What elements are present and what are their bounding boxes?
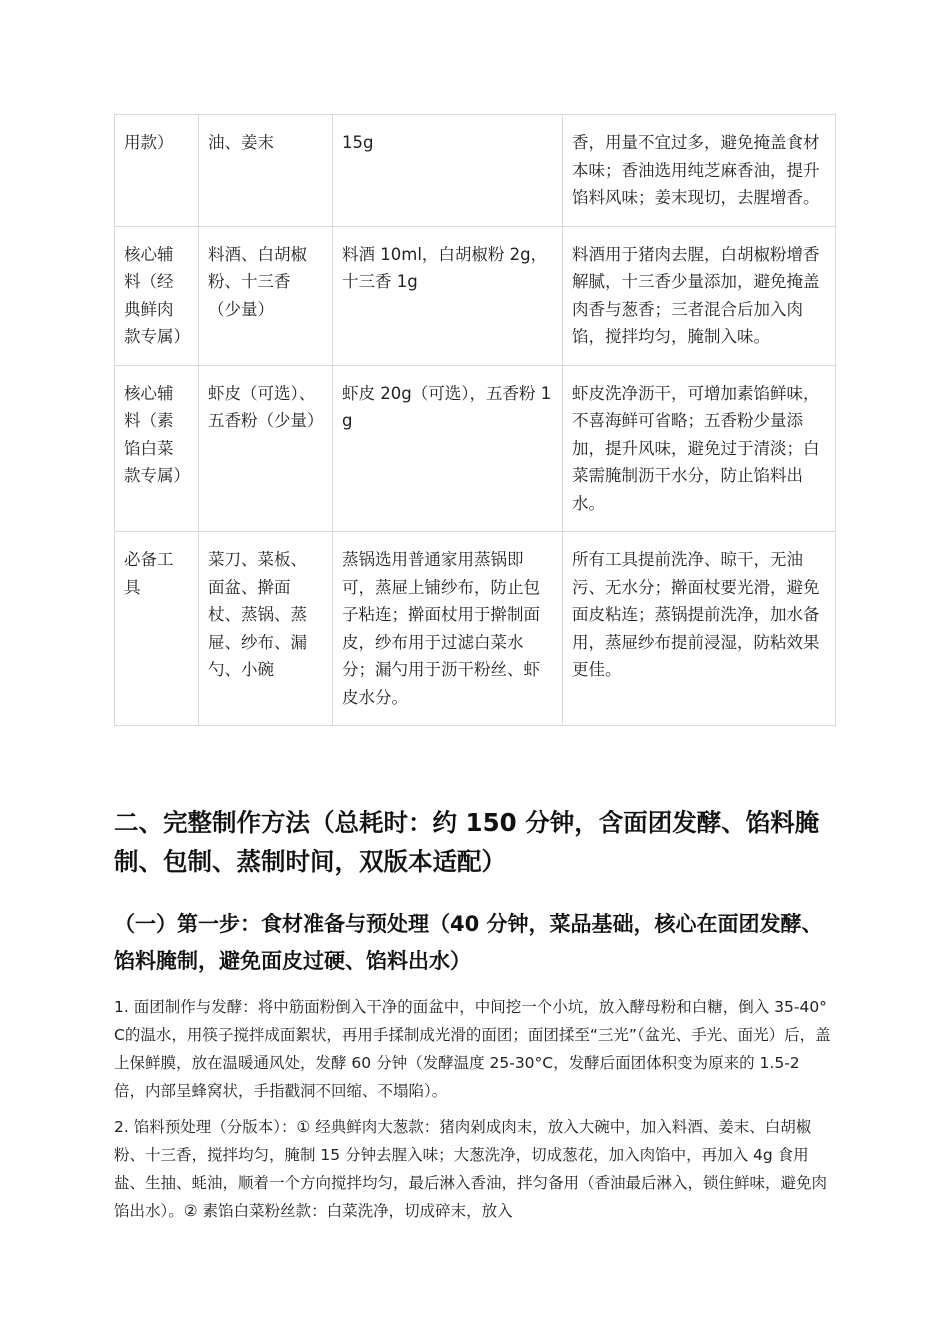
table-cell-items: 菜刀、菜板、面盆、擀面杖、蒸锅、蒸屉、纱布、漏勺、小碗 xyxy=(199,532,333,726)
table-cell-notes: 虾皮洗净沥干，可增加素馅鲜味，不喜海鲜可省略；五香粉少量添加，提升风味，避免过于清淡；白菜需腌制沥干水分，防止馅料出水。 xyxy=(563,365,836,532)
paragraph-dough: 1. 面团制作与发酵：将中筋面粉倒入干净的面盆中，中间挖一个小坑，放入酵母粉和白糖，倒入 35-40°C的温水，用筷子搅拌成面絮状，再用手揉制成光滑的面团；面团揉至“三光”（盆光、手光、面光）后，盖上保鲜膜，放在温暖通风处，发酵 60 分钟（发酵温度 25-30°C，发酵后面团体积变为原来的 1.5-2 倍，内部呈蜂窝状，手指戳洞不回缩、不塌陷）。 xyxy=(114,998,831,1100)
table-cell-category: 用款） xyxy=(115,115,199,227)
table-cell-category: 必备工具 xyxy=(115,532,199,726)
ingredients-table xyxy=(114,114,836,726)
table-cell-category: 核心辅料（经典鲜肉款专属） xyxy=(115,226,199,365)
table-cell-amount: 15g xyxy=(333,115,563,227)
table-cell-items: 料酒、白胡椒粉、十三香（少量） xyxy=(199,226,333,365)
table-row xyxy=(115,226,836,365)
table-cell-category: 核心辅料（素馅白菜款专属） xyxy=(115,365,199,532)
table-cell-amount: 料酒 10ml，白胡椒粉 2g，十三香 1g xyxy=(333,226,563,365)
table-cell-amount: 蒸锅选用普通家用蒸锅即可，蒸屉上铺纱布，防止包子粘连；擀面杖用于擀制面皮，纱布用于过滤白菜水分；漏勺用于沥干粉丝、虾皮水分。 xyxy=(333,532,563,726)
subsection-heading: （一）第一步：食材准备与预处理（40 分钟，菜品基础，核心在面团发酵、馅料腌制，避免面皮过硬、馅料出水） xyxy=(114,912,823,973)
table-cell-notes: 所有工具提前洗净、晾干，无油污、无水分；擀面杖要光滑，避免面皮粘连；蒸锅提前洗净，加水备用，蒸屉纱布提前浸湿，防粘效果更佳。 xyxy=(563,532,836,726)
table-cell-items: 油、姜末 xyxy=(199,115,333,227)
table-cell-notes: 料酒用于猪肉去腥，白胡椒粉增香解腻，十三香少量添加，避免掩盖肉香与葱香；三者混合后加入肉馅，搅拌均匀，腌制入味。 xyxy=(563,226,836,365)
table-row xyxy=(115,115,836,227)
section-heading: 二、完整制作方法（总耗时：约 150 分钟，含面团发酵、馅料腌制、包制、蒸制时间，双版本适配） xyxy=(114,808,820,876)
table-cell-notes: 香，用量不宜过多，避免掩盖食材本味；香油选用纯芝麻香油，提升馅料风味；姜末现切，去腥增香。 xyxy=(563,115,836,227)
table-cell-amount: 虾皮 20g（可选），五香粉 1g xyxy=(333,365,563,532)
paragraph-filling: 2. 馅料预处理（分版本）：① 经典鲜肉大葱款：猪肉剁成肉末，放入大碗中，加入料酒、姜末、白胡椒粉、十三香，搅拌均匀，腌制 15 分钟去腥入味；大葱洗净，切成葱花，加入肉馅中，再加入 4g 食用盐、生抽、蚝油，顺着一个方向搅拌均匀，最后淋入香油，拌匀备用（香油最后淋入，锁住鲜味，避免肉馅出水）。② 素馅白菜粉丝款：白菜洗净，切成碎末，放入 xyxy=(114,1118,828,1220)
table-row xyxy=(115,365,836,532)
table-row xyxy=(115,532,836,726)
table-cell-items: 虾皮（可选）、五香粉（少量） xyxy=(199,365,333,532)
